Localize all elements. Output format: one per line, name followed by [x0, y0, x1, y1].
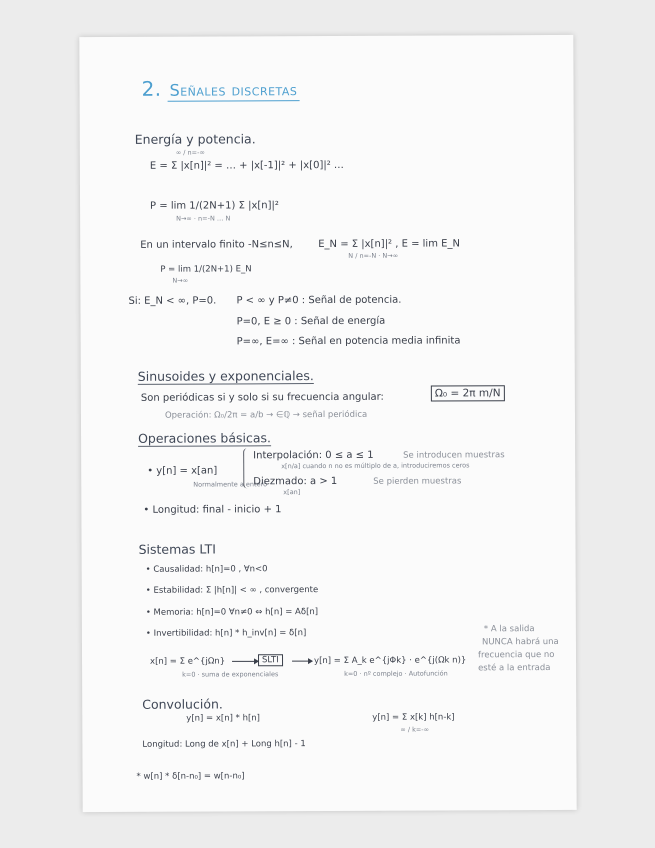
- side-note-2: NUNCA habrá una: [481, 636, 559, 648]
- conv-sum: y[n] = Σ x[k] h[n-k]: [372, 712, 455, 723]
- section-number: 2.: [141, 76, 162, 101]
- lti-output-signal: y[n] = Σ A_k e^{jΦk} · e^{j(Ωk n)}: [314, 655, 467, 667]
- scaling-note: Normalmente a entero: [193, 480, 268, 489]
- heading-sinusoides: Sinusoides y exponenciales.: [137, 368, 314, 384]
- diezmado-note: Se pierden muestras: [373, 476, 462, 487]
- energy-sum-limits: ∞ / n=-∞: [175, 148, 205, 157]
- conv-sum-limits: ∞ / k=-∞: [400, 725, 430, 734]
- case-intro: Si: E_N < ∞, P=0.: [128, 295, 217, 307]
- interpolation-note: Se introducen muestras: [403, 450, 505, 461]
- case-potencia: P < ∞ y P≠0 : Señal de potencia.: [236, 294, 402, 307]
- power-limits: N→∞ · n=-N … N: [176, 214, 231, 223]
- lti-causalidad: • Causalidad: h[n]=0 , ∀n<0: [145, 564, 268, 575]
- notebook-page: [79, 35, 576, 812]
- pn-formula: P = lim 1/(2N+1) E_N: [160, 264, 252, 275]
- interval-text: En un intervalo finito -N≤n≤N,: [140, 239, 293, 251]
- boxed-formula: Ω₀ = 2π m/N: [431, 385, 505, 401]
- interpolation-sub: x[n/a] cuando n no es múltiplo de a, introduciremos ceros: [281, 461, 470, 471]
- conv-delta: * w[n] * δ[n-n₀] = w[n-n₀]: [136, 771, 245, 782]
- side-note-1: * A la salida: [483, 624, 535, 635]
- pn-limits: N→∞: [172, 276, 189, 285]
- bullet-length: • Longitud: final - inicio + 1: [143, 504, 282, 516]
- lti-estabilidad: • Estabilidad: Σ |h[n]| < ∞ , convergente: [145, 585, 319, 596]
- heading-operaciones: Operaciones básicas.: [138, 430, 272, 446]
- power-formula: P = lim 1/(2N+1) Σ |x[n]|²: [150, 200, 279, 212]
- lti-input-signal: x[n] = Σ e^{jΩn}: [150, 656, 226, 667]
- energy-formula: E = Σ |x[n]|² = … + |x[-1]|² + |x[0]|² …: [149, 159, 344, 172]
- diezmado-label: Diezmado: a > 1: [253, 475, 338, 488]
- page-title: Señales discretas: [169, 80, 298, 100]
- en-limits: N / n=-N · N→∞: [348, 251, 399, 260]
- diezmado-sub: x[an]: [283, 488, 301, 497]
- lti-arrows: [79, 35, 576, 812]
- case-infinita: P=∞, E=∞ : Señal en potencia media infinita: [236, 335, 461, 348]
- en-formula: E_N = Σ |x[n]|² , E = lim E_N: [318, 238, 460, 251]
- lti-output-sub: k=0 · nº complejo · Autofunción: [344, 669, 448, 678]
- periodic-text: Son periódicas si y solo si su frecuencia angular:: [140, 391, 384, 404]
- conv-length: Longitud: Long de x[n] + Long h[n] - 1: [142, 739, 306, 750]
- interpolation-label: Interpolación: 0 ≤ a ≤ 1: [253, 449, 374, 462]
- operation-note: Operación: Ω₀/2π = a/b → ∈ℚ → señal periódica: [164, 409, 368, 421]
- case-energia: P=0, E ≥ 0 : Señal de energía: [236, 315, 386, 328]
- bullet-scaling: • y[n] = x[an]: [147, 465, 218, 477]
- side-note-4: esté a la entrada: [478, 663, 551, 674]
- lti-input-sub: k=0 · suma de exponenciales: [182, 670, 279, 679]
- heading-convolucion: Convolución.: [142, 696, 223, 712]
- heading-lti: Sistemas LTI: [138, 541, 216, 557]
- heading-energia-potencia: Energía y potencia.: [134, 131, 256, 147]
- side-note-3: frecuencia que no: [477, 650, 555, 661]
- conv-definition: y[n] = x[n] * h[n]: [186, 713, 260, 724]
- lti-system-box: SLTI: [258, 654, 283, 666]
- lti-invertibilidad: • Invertibilidad: h[n] * h_inv[n] = δ[n]: [145, 628, 307, 639]
- lti-memoria: • Memoria: h[n]=0 ∀n≠0 ⇔ h[n] = Aδ[n]: [145, 607, 319, 618]
